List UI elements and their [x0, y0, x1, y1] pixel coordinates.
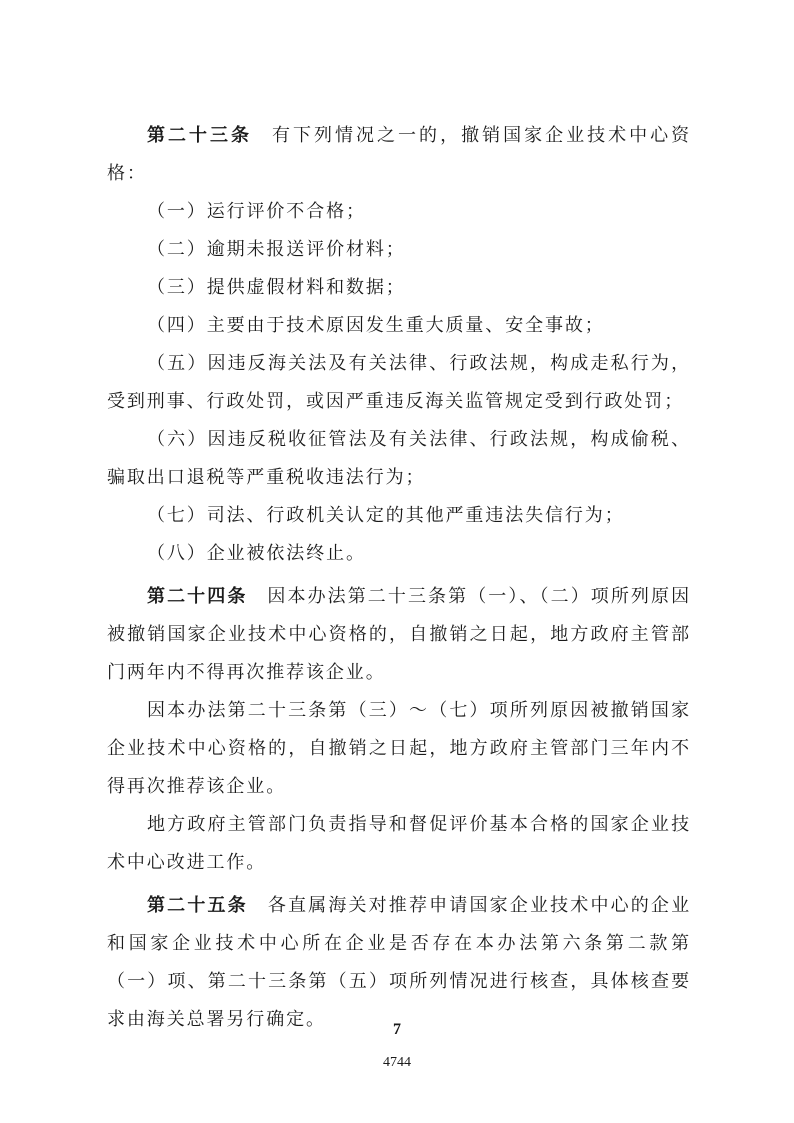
document-body	[107, 117, 691, 1039]
article-25-paragraph-1	[107, 887, 691, 1039]
article-23-item-8: （八）企业被依法终止。	[147, 543, 366, 564]
article-23-item-6: （六）因违反税收征管法及有关法律、行政法规，构成偷税、骗取出口退税等严重税收违法行为；	[107, 429, 691, 488]
article-23-intro-text: 有下列情况之一的，撤销国家企业技术中心资格：	[107, 125, 692, 184]
sequence-number: 4744	[383, 1055, 411, 1070]
article-23-item-4: （四）主要由于技术原因发生重大质量、安全事故；	[147, 315, 605, 336]
article-23-item-7: （七）司法、行政机关认定的其他严重违法失信行为；	[147, 505, 625, 526]
article-24-paragraph-2: 因本办法第二十三条第（三）～（七）项所列原因被撤销国家企业技术中心资格的，自撤销之日起，地方政府主管部门三年内不得再次推荐该企业。	[107, 700, 691, 797]
article-24-text-1: 因本办法第二十三条第（一）、（二）项所列原因被撤销国家企业技术中心资格的，自撤销之日起，地方政府主管部门两年内不得再次推荐该企业。	[107, 586, 691, 683]
article-23-item-2: （二）逾期未报送评价材料；	[147, 239, 406, 260]
article-23-intro	[107, 117, 691, 193]
article-25-head: 第二十五条	[147, 895, 248, 916]
article-24-paragraph-3: 地方政府主管部门负责指导和督促评价基本合格的国家企业技术中心改进工作。	[107, 814, 691, 873]
article-23-item-5: （五）因违反海关法及有关法律、行政法规，构成走私行为，受到刑事、行政处罚，或因严重违反海关监管规定受到行政处罚；	[107, 353, 691, 412]
article-23-item-3: （三）提供虚假材料和数据；	[147, 277, 406, 298]
article-24-head: 第二十四条	[147, 586, 248, 607]
page-number: 7	[393, 1021, 401, 1038]
article-23-head: 第二十三条	[147, 125, 253, 146]
article-25-text-1: 各直属海关对推荐申请国家企业技术中心的企业和国家企业技术中心所在企业是否存在本办法第六条第二款第（一）项、第二十三条第（五）项所列情况进行核查，具体核查要求由海关总署另行确定。	[107, 895, 692, 1030]
article-24-paragraph-1	[107, 578, 691, 692]
article-23-item-1: （一）运行评价不合格；	[147, 201, 366, 222]
